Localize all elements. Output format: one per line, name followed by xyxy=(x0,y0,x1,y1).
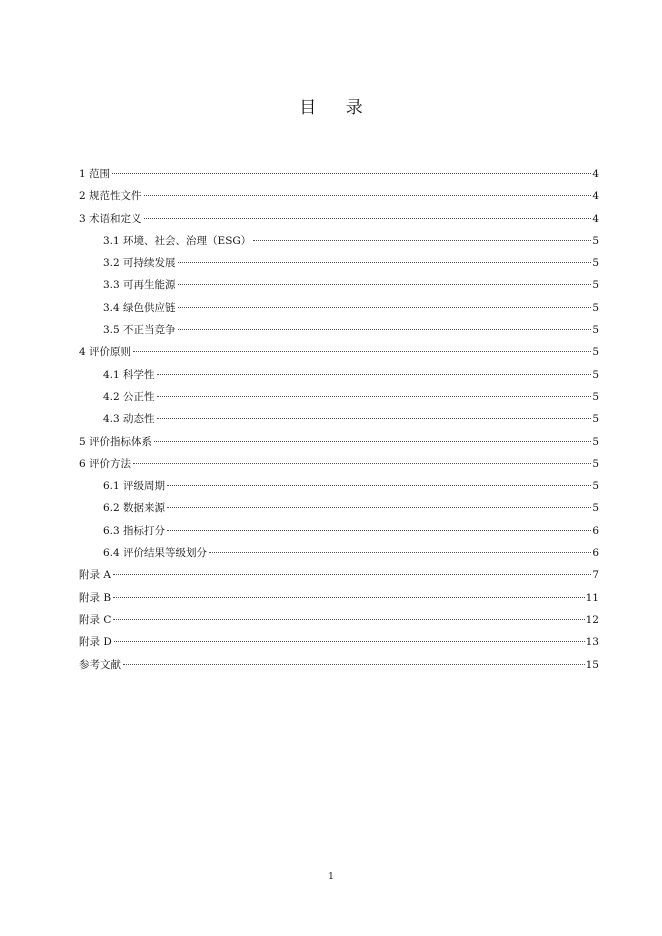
toc-dot-leader xyxy=(133,463,591,464)
toc-dot-leader xyxy=(144,195,592,196)
toc-entry-page: 5 xyxy=(592,234,599,247)
toc-dot-leader xyxy=(167,530,591,531)
toc-entry[interactable] xyxy=(79,208,599,230)
toc-dot-leader xyxy=(157,418,592,419)
toc-entry[interactable] xyxy=(79,274,599,296)
toc-entry-page: 5 xyxy=(592,257,599,270)
toc-dot-leader xyxy=(178,329,592,330)
toc-entry-label: 6.2 数据来源 xyxy=(103,502,166,515)
toc-entry-page: 5 xyxy=(592,480,599,493)
toc-dot-leader xyxy=(133,351,591,352)
toc-entry-label: 参考文献 xyxy=(79,658,121,671)
toc-entry-page: 5 xyxy=(592,346,599,359)
toc-entry[interactable] xyxy=(79,297,599,319)
toc-entry[interactable] xyxy=(79,609,599,631)
toc-dot-leader xyxy=(114,641,585,642)
toc-entry[interactable] xyxy=(79,564,599,586)
toc-entry-page: 5 xyxy=(592,457,599,470)
toc-entry-label: 5 评价指标体系 xyxy=(79,435,153,448)
toc-entry-label: 4.2 公正性 xyxy=(103,390,155,403)
toc-entry[interactable] xyxy=(79,654,599,676)
toc-entry-page: 5 xyxy=(592,324,599,337)
toc-entry-page: 11 xyxy=(585,591,599,604)
toc-entry-page: 5 xyxy=(592,301,599,314)
toc-dot-leader xyxy=(167,485,591,486)
toc-entry[interactable] xyxy=(79,475,599,497)
toc-entry[interactable] xyxy=(79,497,599,519)
toc-entry-page: 5 xyxy=(592,390,599,403)
toc-dot-leader xyxy=(157,374,592,375)
toc-dot-leader xyxy=(178,307,592,308)
toc-dot-leader xyxy=(113,574,591,575)
toc-entry[interactable] xyxy=(79,185,599,207)
toc-entry-page: 5 xyxy=(592,368,599,381)
toc-entry-label: 3.5 不正当竞争 xyxy=(103,324,176,337)
toc-entry-label: 4.3 动态性 xyxy=(103,413,155,426)
toc-dot-leader xyxy=(154,441,591,442)
toc-entry-page: 6 xyxy=(592,524,599,537)
toc-entry-label: 2 规范性文件 xyxy=(79,190,142,203)
page-number: 1 xyxy=(328,872,334,882)
toc-dot-leader xyxy=(178,284,592,285)
toc-entry[interactable] xyxy=(79,341,599,363)
toc-entry-page: 5 xyxy=(592,279,599,292)
toc-entry-page: 5 xyxy=(592,435,599,448)
toc-entry-label: 4.1 科学性 xyxy=(103,368,155,381)
toc-entry-label: 6.1 评级周期 xyxy=(103,480,166,493)
toc-dot-leader xyxy=(167,507,591,508)
toc-entry-label: 3 术语和定义 xyxy=(79,212,142,225)
toc-dot-leader xyxy=(112,173,591,174)
toc-entry-label: 6 评价方法 xyxy=(79,457,132,470)
toc-entry[interactable] xyxy=(79,163,599,185)
table-of-contents xyxy=(79,163,599,676)
toc-entry-label: 1 范围 xyxy=(79,168,111,180)
toc-entry-page: 4 xyxy=(592,190,599,203)
toc-entry-label: 3.3 可再生能源 xyxy=(103,279,176,292)
toc-title: 目 录 xyxy=(299,98,375,118)
toc-entry-page: 7 xyxy=(592,569,599,582)
toc-dot-leader xyxy=(144,218,592,219)
toc-entry-label: 6.3 指标打分 xyxy=(103,524,166,537)
toc-entry[interactable] xyxy=(79,408,599,430)
toc-entry-label: 3.4 绿色供应链 xyxy=(103,301,176,314)
toc-entry[interactable] xyxy=(79,587,599,609)
toc-dot-leader xyxy=(209,552,591,553)
toc-entry-label: 附录 B xyxy=(79,591,112,604)
toc-entry-label: 附录 A xyxy=(79,569,111,582)
toc-entry[interactable] xyxy=(79,386,599,408)
toc-entry-label: 6.4 评价结果等级划分 xyxy=(103,547,208,560)
toc-dot-leader xyxy=(253,240,591,241)
toc-entry[interactable] xyxy=(79,319,599,341)
toc-entry-page: 5 xyxy=(592,502,599,515)
toc-entry-page: 13 xyxy=(585,636,599,649)
toc-entry-page: 6 xyxy=(592,547,599,560)
toc-entry[interactable] xyxy=(79,453,599,475)
toc-entry-page: 5 xyxy=(592,413,599,426)
toc-entry[interactable] xyxy=(79,431,599,453)
toc-entry[interactable] xyxy=(79,364,599,386)
toc-dot-leader xyxy=(113,619,584,620)
toc-entry-label: 3.1 环境、社会、治理（ESG） xyxy=(103,234,252,247)
toc-dot-leader xyxy=(178,262,592,263)
toc-entry-page: 4 xyxy=(592,212,599,225)
toc-entry-page: 15 xyxy=(585,658,599,671)
toc-entry-page: 4 xyxy=(592,168,599,180)
toc-entry[interactable] xyxy=(79,230,599,252)
toc-entry-label: 附录 D xyxy=(79,636,112,649)
toc-entry[interactable] xyxy=(79,542,599,564)
toc-entry[interactable] xyxy=(79,520,599,542)
toc-entry[interactable] xyxy=(79,631,599,653)
toc-dot-leader xyxy=(157,396,592,397)
toc-entry-label: 附录 C xyxy=(79,613,112,626)
toc-dot-leader xyxy=(113,597,585,598)
toc-dot-leader xyxy=(123,664,585,665)
toc-entry[interactable] xyxy=(79,252,599,274)
toc-entry-label: 4 评价原则 xyxy=(79,346,132,359)
toc-entry-page: 12 xyxy=(585,613,599,626)
toc-entry-label: 3.2 可持续发展 xyxy=(103,257,176,270)
